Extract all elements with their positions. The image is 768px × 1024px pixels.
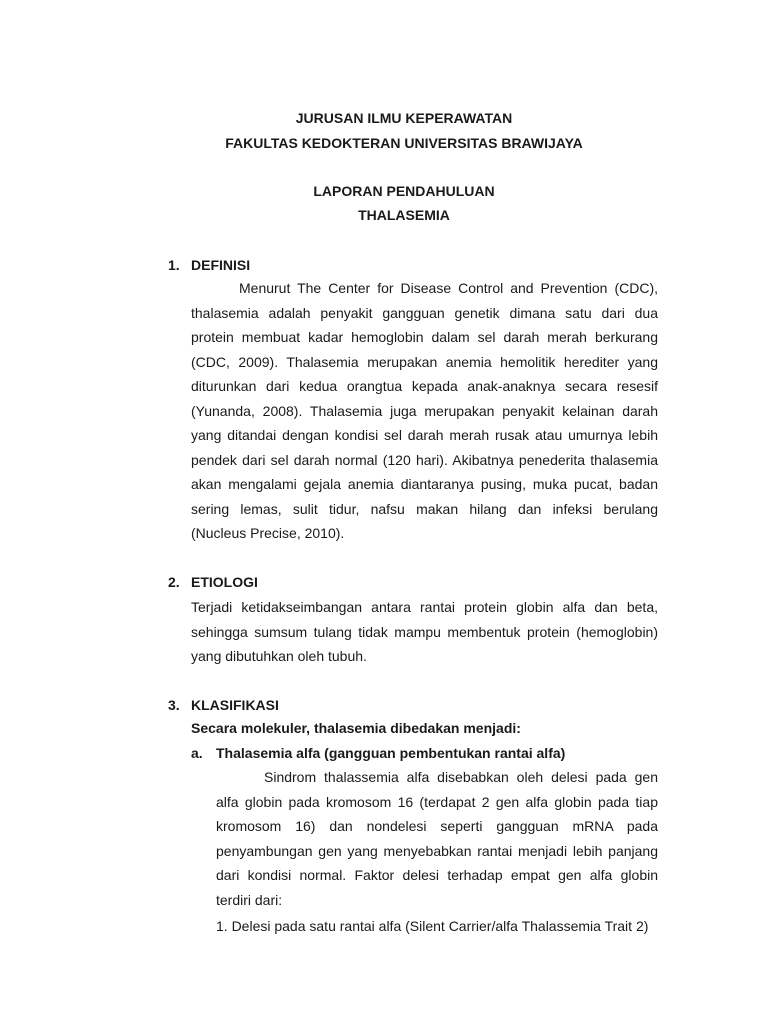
section-title: KLASIFIKASI (191, 697, 279, 713)
text-line: thalasemia adalah penyakit gangguan genetik dimana satu dari dua (191, 304, 658, 321)
etiologi-paragraph (191, 595, 658, 669)
text-line: dari kondisi normal. Faktor delesi terhadap empat gen alfa globin (216, 867, 658, 883)
text-line: (Nucleus Precise, 2010). (191, 525, 345, 541)
text-line: penyambungan gen yang menyebabkan rantai menjadi lebih panjang (216, 842, 658, 859)
header-department: JURUSAN ILMU KEPERAWATAN (295, 110, 513, 126)
section-number: 2. (168, 574, 180, 590)
text-line: sehingga sumsum tulang tidak mampu membentuk protein (hemoglobin) (191, 623, 658, 640)
text-line: (CDC, 2009). Thalasemia merupakan anemia hemolitik herediter yang (191, 353, 658, 370)
klasifikasi-subtitle: Secara molekuler, thalasemia dibedakan menjadi: (191, 720, 521, 736)
text-line: akan mengalami gejala anemia diantaranya pusing, muka pucat, badan (191, 476, 658, 492)
text-line: alfa globin pada kromosom 16 (terdapat 2 gen alfa globin pada tiap (216, 793, 658, 810)
header-report-type: LAPORAN PENDAHULUAN (313, 183, 495, 199)
text-line: Sindrom thalassemia alfa disebabkan oleh delesi pada gen (264, 769, 658, 785)
text-line: pendek dari sel darah normal (120 hari). Akibatnya penederita thalasemia (191, 451, 658, 468)
header-faculty: FAKULTAS KEDOKTERAN UNIVERSITAS BRAWIJAYA (225, 135, 583, 151)
section-title: DEFINISI (191, 257, 251, 273)
text-line: protein membuat kadar hemoglobin dalam sel darah merah berkurang (191, 329, 658, 345)
text-line: yang dibutuhkan oleh tubuh. (191, 648, 367, 664)
text-line: Terjadi ketidakseimbangan antara rantai protein globin alfa dan beta, (191, 599, 658, 615)
text-line: Menurut The Center for Disease Control and Prevention (CDC), (239, 280, 658, 296)
list-item: 1. Delesi pada satu rantai alfa (Silent Carrier/alfa Thalassemia Trait 2) (216, 918, 649, 934)
text-line: terdiri dari: (216, 891, 283, 908)
definisi-paragraph (191, 276, 658, 546)
subsection-label: a. (191, 745, 203, 761)
section-number: 3. (168, 697, 180, 713)
text-line: kromosom 16) dan nondelesi seperti gangguan mRNA pada (216, 818, 658, 834)
subsection-title: Thalasemia alfa (gangguan pembentukan rantai alfa) (216, 745, 566, 761)
section-number: 1. (168, 257, 180, 273)
alfa-paragraph (216, 765, 658, 912)
section-title: ETIOLOGI (191, 574, 258, 590)
header-topic: THALASEMIA (358, 207, 450, 223)
text-line: diturunkan dari kedua orangtua kepada anak-anaknya secara resesif (191, 378, 658, 394)
text-line: sering lemas, sulit tidur, nafsu makan hilang dan infeksi berulang (191, 500, 658, 517)
text-line: (Yunanda, 2008). Thalasemia juga merupakan penyakit kelainan darah (191, 402, 658, 419)
text-line: yang ditandai dengan kondisi sel darah merah rusak atau umurnya lebih (191, 427, 658, 443)
